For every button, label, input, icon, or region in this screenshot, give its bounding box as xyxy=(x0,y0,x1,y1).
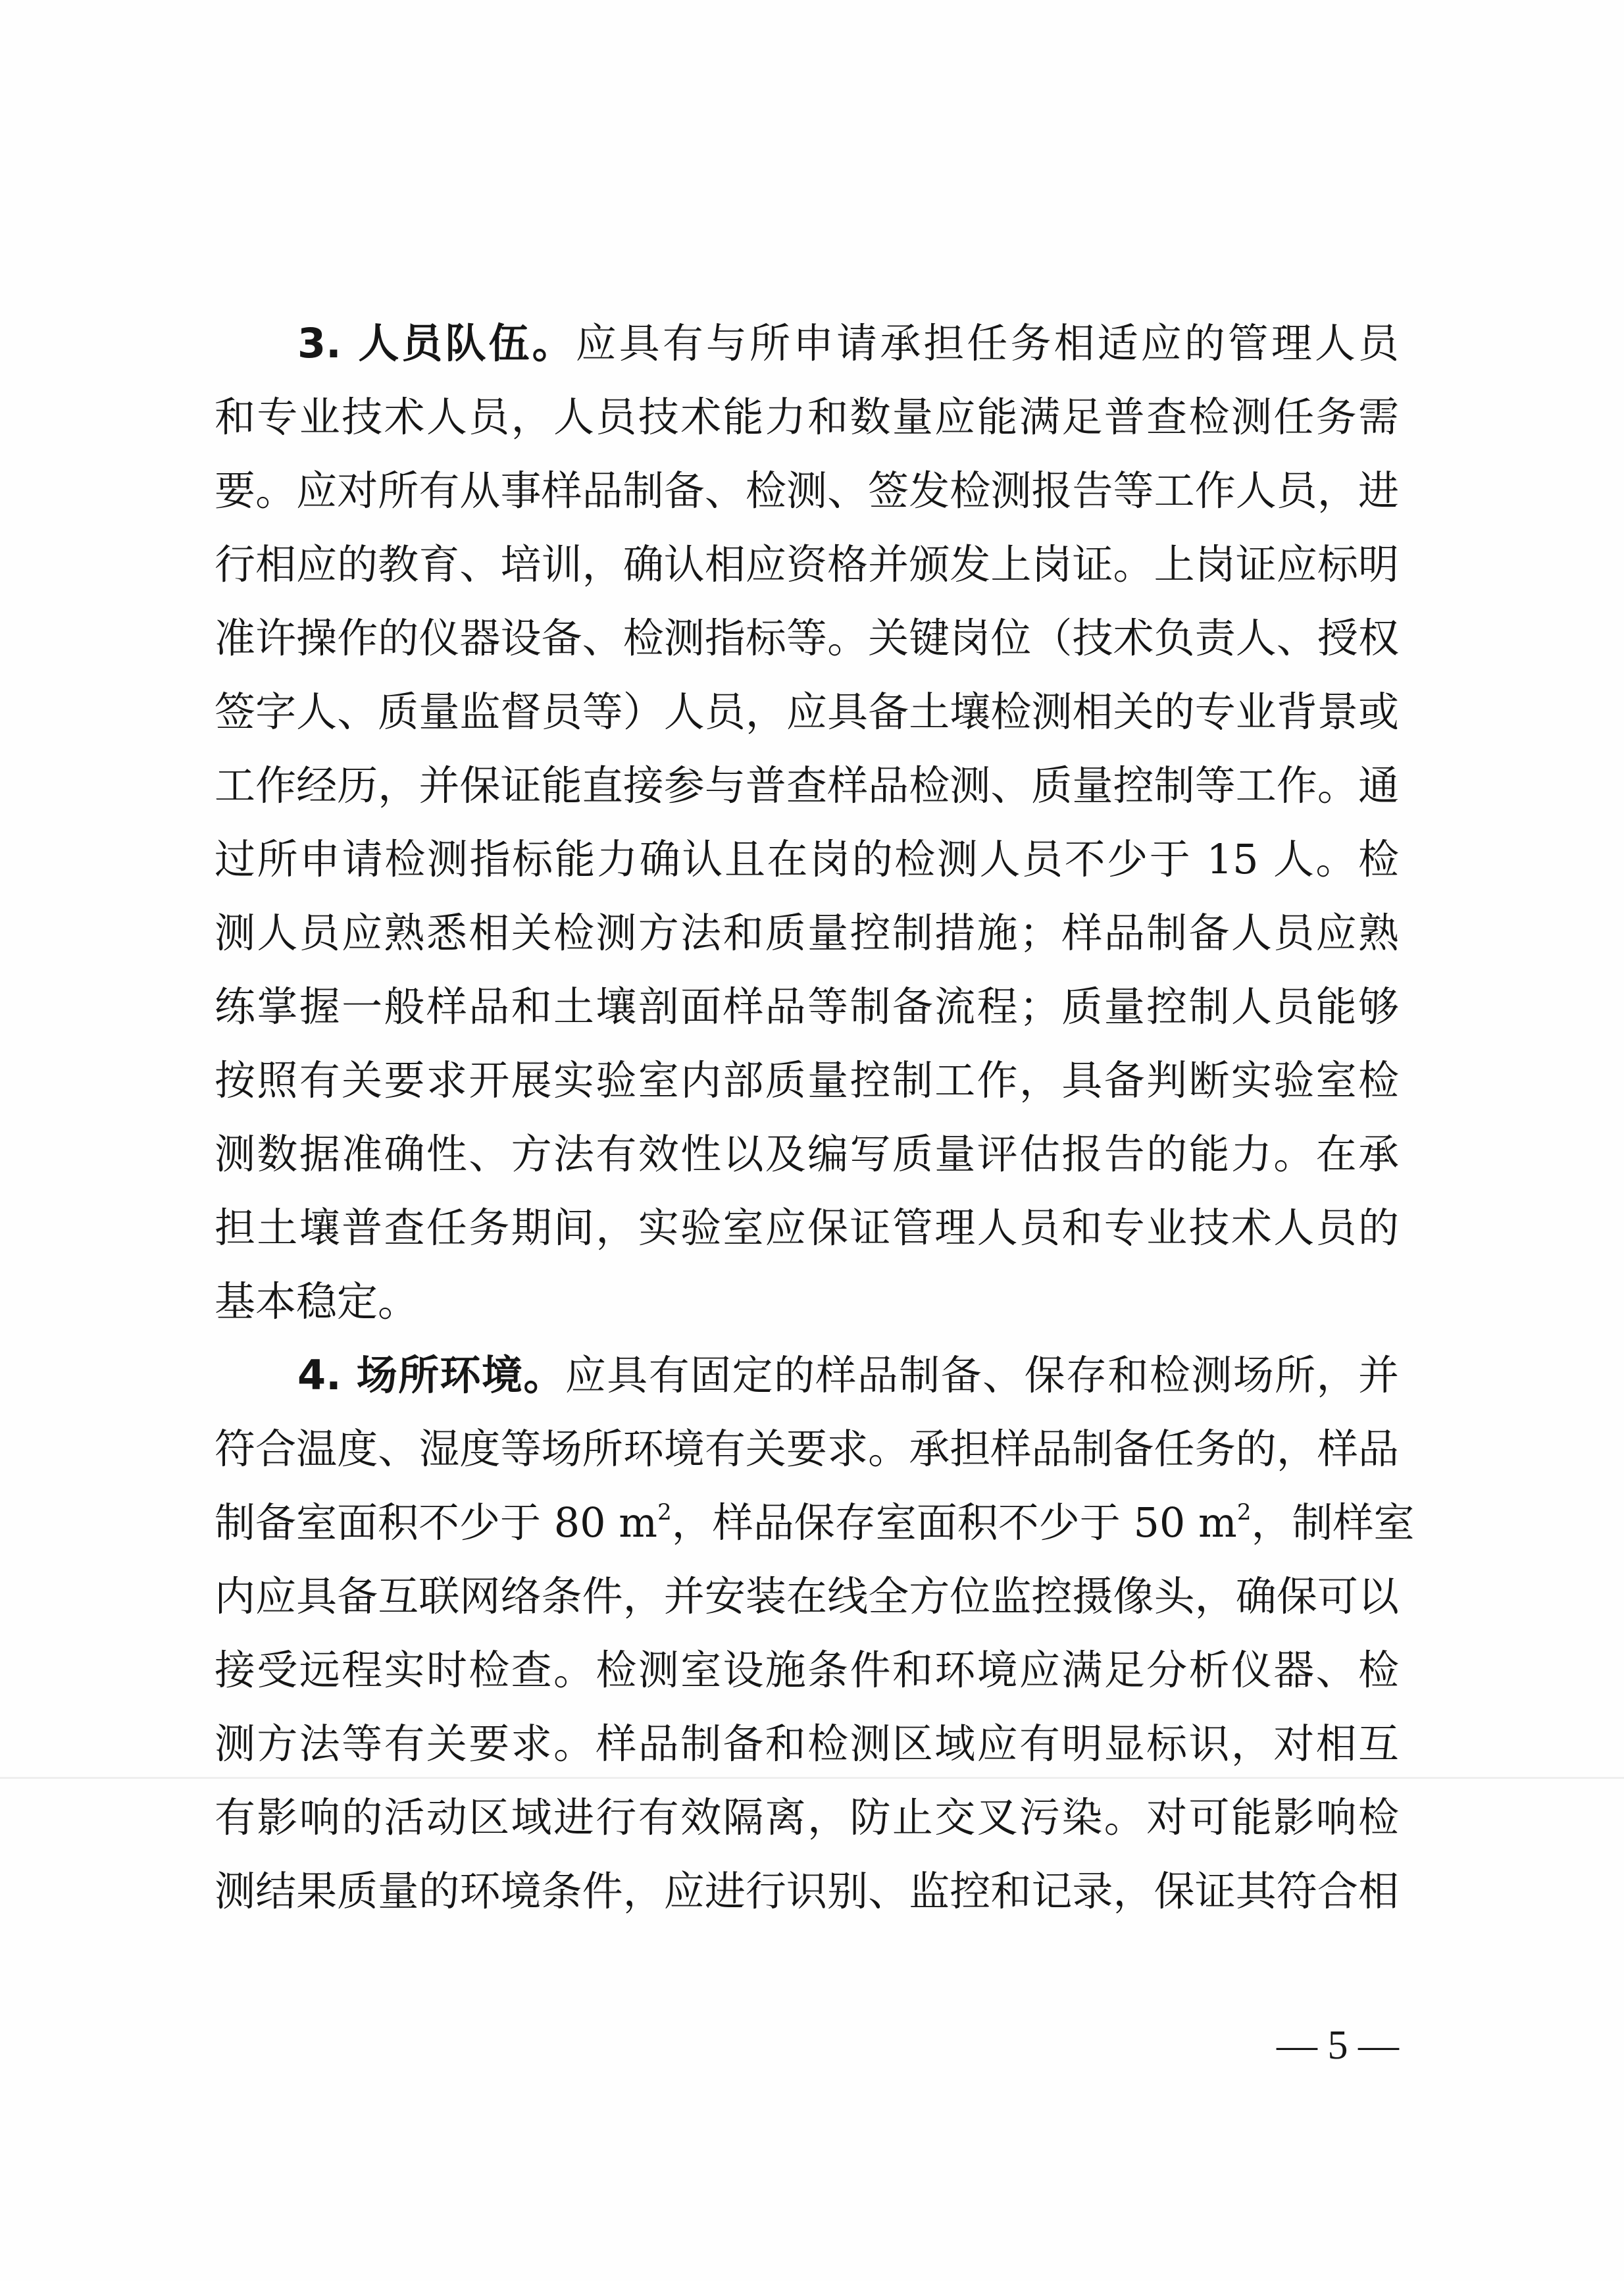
paragraph-3-line-5: 准许操作的仪器设备、检测指标等。关键岗位（技术负责人、授权 xyxy=(215,614,1399,662)
paragraph-4-line-1 xyxy=(297,1336,1399,1415)
paragraph-3-line-10: 练掌握一般样品和土壤剖面样品等制备流程；质量控制人员能够 xyxy=(215,983,1399,1031)
paragraph-4-line-4: 内应具备互联网络条件，并安装在线全方位监控摄像头，确保可以 xyxy=(215,1572,1399,1620)
paragraph-4-heading: 4. 场所环境。 xyxy=(297,1351,565,1399)
area-text-part-3: ，制样室 xyxy=(1251,1499,1415,1547)
paragraph-3-line-4: 行相应的教育、培训，确认相应资格并颁发上岗证。上岗证应标明 xyxy=(215,540,1399,588)
paragraph-3-line-12: 测数据准确性、方法有效性以及编写质量评估报告的能力。在承 xyxy=(215,1130,1399,1178)
paragraph-3-line-2: 和专业技术人员，人员技术能力和数量应能满足普查检测任务需 xyxy=(215,393,1399,441)
paragraph-3-line-6: 签字人、质量监督员等）人员，应具备土壤检测相关的专业背景或 xyxy=(215,688,1399,736)
paragraph-3-line-8: 过所申请检测指标能力确认且在岗的检测人员不少于 15 人。检 xyxy=(215,835,1399,883)
paragraph-4-line-8: 测结果质量的环境条件，应进行识别、监控和记录，保证其符合相 xyxy=(215,1867,1399,1915)
superscript-2-a: 2 xyxy=(657,1499,672,1525)
paragraph-3-text: 应具有与所申请承担任务相适应的管理人员 xyxy=(575,319,1399,367)
paragraph-3-line-3: 要。应对所有从事样品制备、检测、签发检测报告等工作人员，进 xyxy=(215,467,1399,515)
paragraph-4-line-3 xyxy=(215,1483,1415,1562)
paragraph-3-line-7: 工作经历，并保证能直接参与普查样品检测、质量控制等工作。通 xyxy=(215,761,1399,809)
paragraph-3-line-11: 按照有关要求开展实验室内部质量控制工作，具备判断实验室检 xyxy=(215,1056,1399,1104)
paragraph-3-line-1 xyxy=(297,304,1399,383)
paragraph-4-line-5: 接受远程实时检查。检测室设施条件和环境应满足分析仪器、检 xyxy=(215,1646,1399,1694)
page-number: — 5 — xyxy=(1277,2023,1399,2068)
paragraph-3-line-14: 基本稳定。 xyxy=(215,1277,419,1325)
paragraph-4-line-7: 有影响的活动区域进行有效隔离，防止交叉污染。对可能影响检 xyxy=(215,1793,1399,1841)
paragraph-3-heading: 3. 人员队伍。 xyxy=(297,319,576,367)
paragraph-3-line-13: 担土壤普查任务期间，实验室应保证管理人员和专业技术人员的 xyxy=(215,1204,1399,1252)
paragraph-4-line-2: 符合温度、湿度等场所环境有关要求。承担样品制备任务的，样品 xyxy=(215,1425,1399,1473)
paragraph-4-line-6: 测方法等有关要求。样品制备和检测区域应有明显标识，对相互 xyxy=(215,1720,1399,1768)
superscript-2-b: 2 xyxy=(1236,1499,1252,1525)
area-text-part-1: 制备室面积不少于 80 m xyxy=(215,1499,658,1547)
paragraph-3-line-9: 测人员应熟悉相关检测方法和质量控制措施；样品制备人员应熟 xyxy=(215,909,1399,957)
scan-artifact-band xyxy=(0,1777,1624,1779)
area-text-part-2: ，样品保存室面积不少于 50 m xyxy=(671,1499,1237,1547)
paragraph-4-text: 应具有固定的样品制备、保存和检测场所，并 xyxy=(565,1351,1399,1399)
